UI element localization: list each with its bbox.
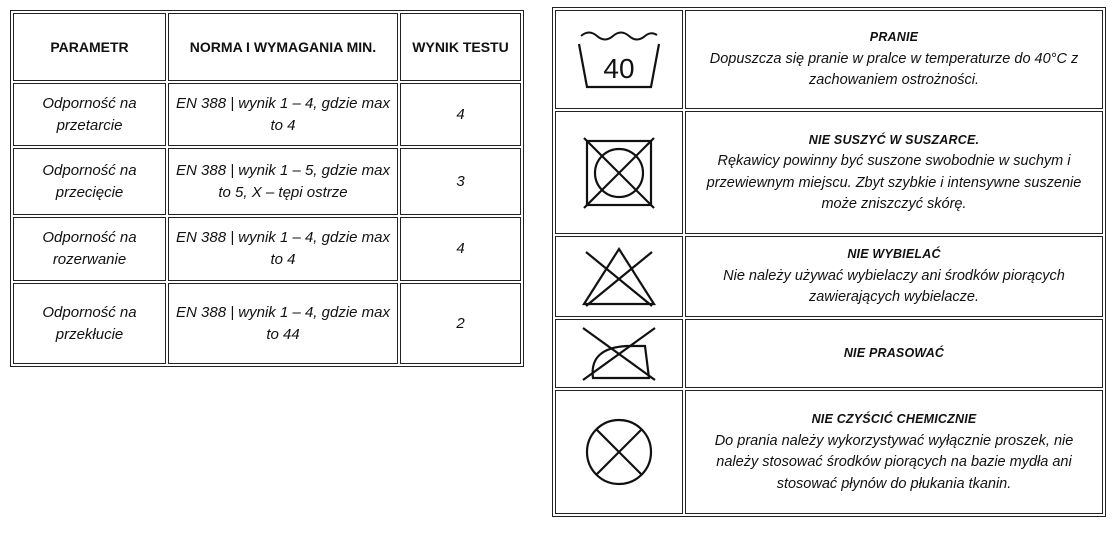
care-description: Dopuszcza się pranie w pralce w temperaturze do 40°C z zachowaniem ostrożności. [709, 50, 1079, 89]
table-row [13, 83, 521, 146]
care-title: NIE CZYŚCIĆ CHEMICZNIE [811, 412, 977, 426]
param-cell: Odporność na przetarcie [13, 83, 166, 146]
care-title: NIE WYBIELAĆ [847, 247, 941, 262]
norm-cell: EN 388 | wynik 1 – 4, gdzie max to 4 [168, 83, 398, 146]
care-description: Rękawicy powinny być suszone swobodnie w suchym i przewiewnym miejscu. Zbyt szybkie i intensywne suszenie może zniszczyć skórę. [706, 153, 1082, 212]
care-title: NIE PRASOWAĆ [843, 345, 945, 360]
param-cell: Odporność na rozerwanie [13, 217, 166, 281]
norm-cell: EN 388 | wynik 1 – 4, gdzie max to 44 [168, 283, 398, 364]
care-title: PRANIE [869, 30, 919, 45]
no-dry-clean-icon [582, 415, 656, 489]
care-icon-cell [555, 390, 683, 514]
result-cell: 2 [400, 283, 521, 364]
table-row [13, 217, 521, 281]
wash-temperature: 40 [603, 52, 635, 84]
care-description: Nie należy używać wybielaczy ani środków piorących zawierających wybielacze. [723, 267, 1065, 306]
no-bleach-icon [580, 246, 658, 308]
wash-40-icon [577, 30, 661, 90]
result-cell: 4 [400, 217, 521, 281]
care-instructions-table [552, 7, 1106, 517]
care-icon-cell [555, 111, 683, 234]
care-text-cell [685, 10, 1103, 109]
care-text-cell [685, 390, 1103, 514]
care-icon-cell [555, 236, 683, 317]
table-row [13, 148, 521, 215]
param-cell: Odporność na przekłucie [13, 283, 166, 364]
table-header-row [13, 13, 521, 81]
care-row [555, 319, 1103, 388]
header-param: PARAMETR [13, 13, 166, 81]
care-icon-cell [555, 10, 683, 109]
result-cell: 3 [400, 148, 521, 215]
header-norm: NORMA I WYMAGANIA MIN. [168, 13, 398, 81]
care-icon-cell [555, 319, 683, 388]
care-row [555, 10, 1103, 109]
care-text-cell [685, 236, 1103, 317]
table-row [13, 283, 521, 364]
care-description: Do prania należy wykorzystywać wyłącznie proszek, nie należy stosować środków piorących na bazie mydła ani stosować płynów do płukania tkanin. [714, 432, 1074, 492]
result-cell: 4 [400, 83, 521, 146]
param-cell: Odporność na przecięcie [13, 148, 166, 215]
care-text-cell [685, 111, 1103, 234]
no-tumble-dry-icon [582, 137, 656, 209]
care-text-cell [685, 319, 1103, 388]
care-row [555, 111, 1103, 234]
no-iron-icon [579, 326, 659, 382]
care-row [555, 236, 1103, 317]
parameters-table [10, 10, 524, 367]
care-row [555, 390, 1103, 514]
header-result: WYNIK TESTU [400, 13, 521, 81]
norm-cell: EN 388 | wynik 1 – 4, gdzie max to 4 [168, 217, 398, 281]
care-title: NIE SUSZYĆ W SUSZARCE. [808, 132, 980, 147]
norm-cell: EN 388 | wynik 1 – 5, gdzie max to 5, X – tępi ostrze [168, 148, 398, 215]
